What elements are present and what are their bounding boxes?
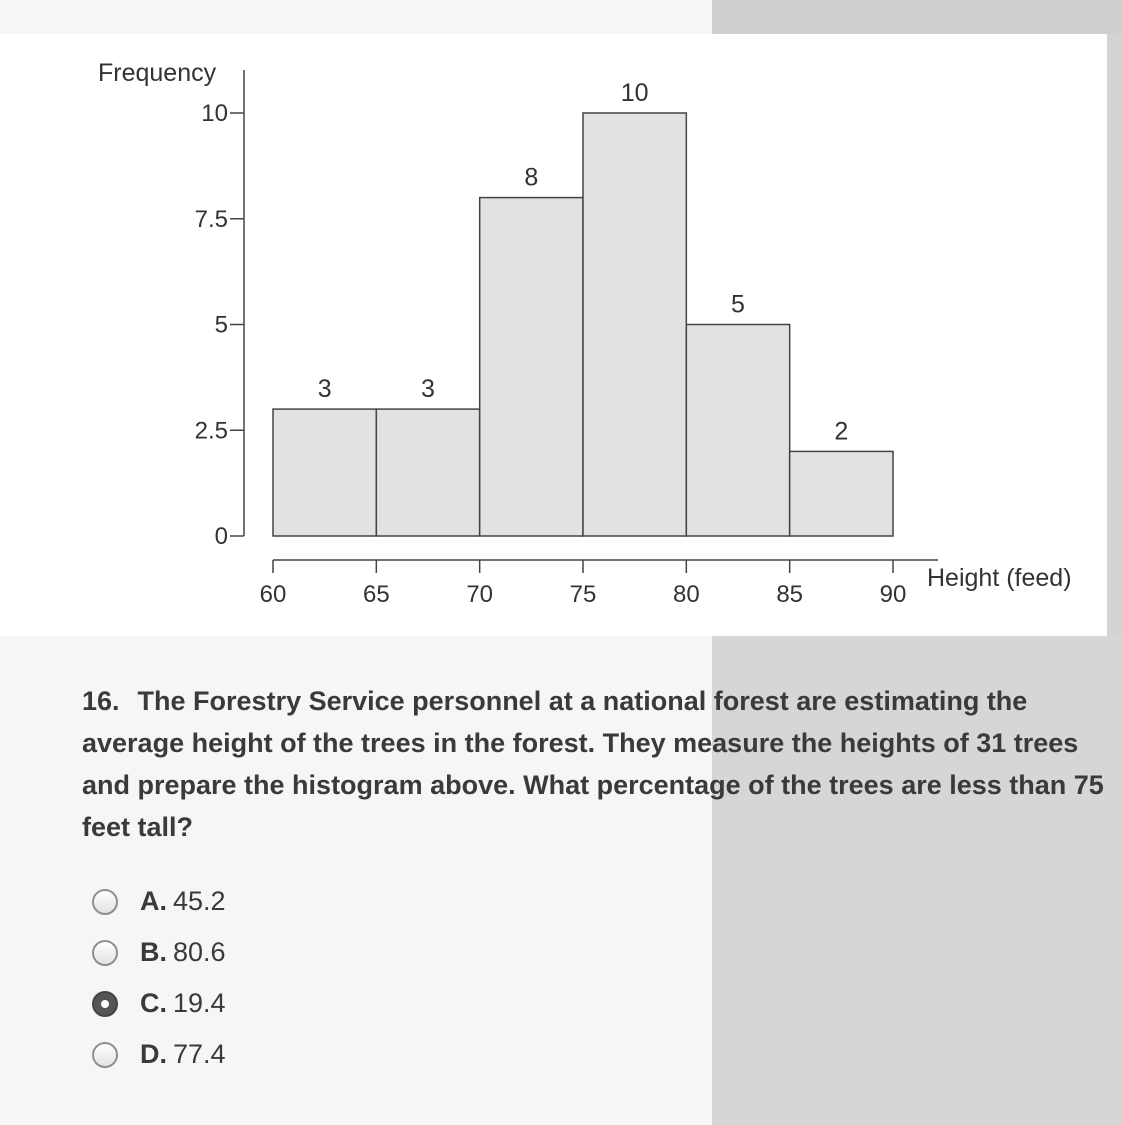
x-axis-title: Height (feed)	[927, 564, 1072, 592]
option-d[interactable]	[92, 1039, 226, 1070]
bar-value-label: 5	[731, 290, 745, 319]
option-value: 80.6	[173, 937, 226, 967]
option-letter: A.	[140, 886, 167, 916]
x-tick-label: 60	[259, 581, 287, 608]
histogram-bar	[686, 325, 789, 537]
option-value: 77.4	[173, 1039, 226, 1069]
option-c[interactable]	[92, 988, 226, 1019]
histogram-bar	[376, 409, 479, 536]
y-tick-label: 5	[214, 311, 228, 339]
x-tick-label: 80	[672, 581, 700, 608]
option-letter: C.	[140, 988, 167, 1018]
bar-value-label: 2	[834, 417, 849, 446]
option-letter: D.	[140, 1039, 167, 1069]
chart-bars	[273, 113, 893, 536]
radio-icon[interactable]	[92, 1042, 118, 1068]
y-axis-title: Frequency	[98, 59, 217, 87]
option-letter: B.	[140, 937, 167, 967]
y-tick-label: 10	[201, 100, 228, 127]
x-tick-label: 65	[362, 581, 390, 608]
question-text	[82, 680, 1112, 848]
option-value: 45.2	[173, 886, 226, 916]
histogram-bar	[790, 451, 893, 536]
option-b[interactable]	[92, 937, 226, 968]
bar-value-label: 3	[421, 375, 435, 404]
option-a[interactable]	[92, 886, 226, 917]
bar-value-label: 10	[620, 79, 649, 107]
x-tick-label: 70	[466, 581, 494, 608]
radio-icon[interactable]	[92, 889, 118, 915]
question-number: 16.	[82, 686, 120, 716]
histogram-bar	[273, 409, 376, 536]
x-tick-label: 90	[879, 581, 907, 608]
option-value: 19.4	[173, 988, 226, 1018]
y-tick-label: 2.5	[194, 417, 228, 445]
y-tick-label: 7.5	[194, 205, 228, 233]
bar-value-label: 8	[524, 163, 539, 192]
radio-icon[interactable]	[92, 991, 118, 1017]
histogram-bar	[480, 198, 583, 536]
bar-value-label: 3	[317, 375, 332, 404]
y-tick-label: 0	[214, 523, 228, 550]
x-tick-label: 85	[776, 581, 804, 608]
x-tick-label: 75	[569, 581, 597, 608]
radio-icon[interactable]	[92, 940, 118, 966]
question-body: The Forestry Service personnel at a national forest are estimating the average height of the trees in the forest. They measure the heights of 31 trees and prepare the histogram above. What percentage of the trees are less than 75 feet tall?	[82, 686, 1104, 842]
histogram-bar	[583, 113, 686, 536]
